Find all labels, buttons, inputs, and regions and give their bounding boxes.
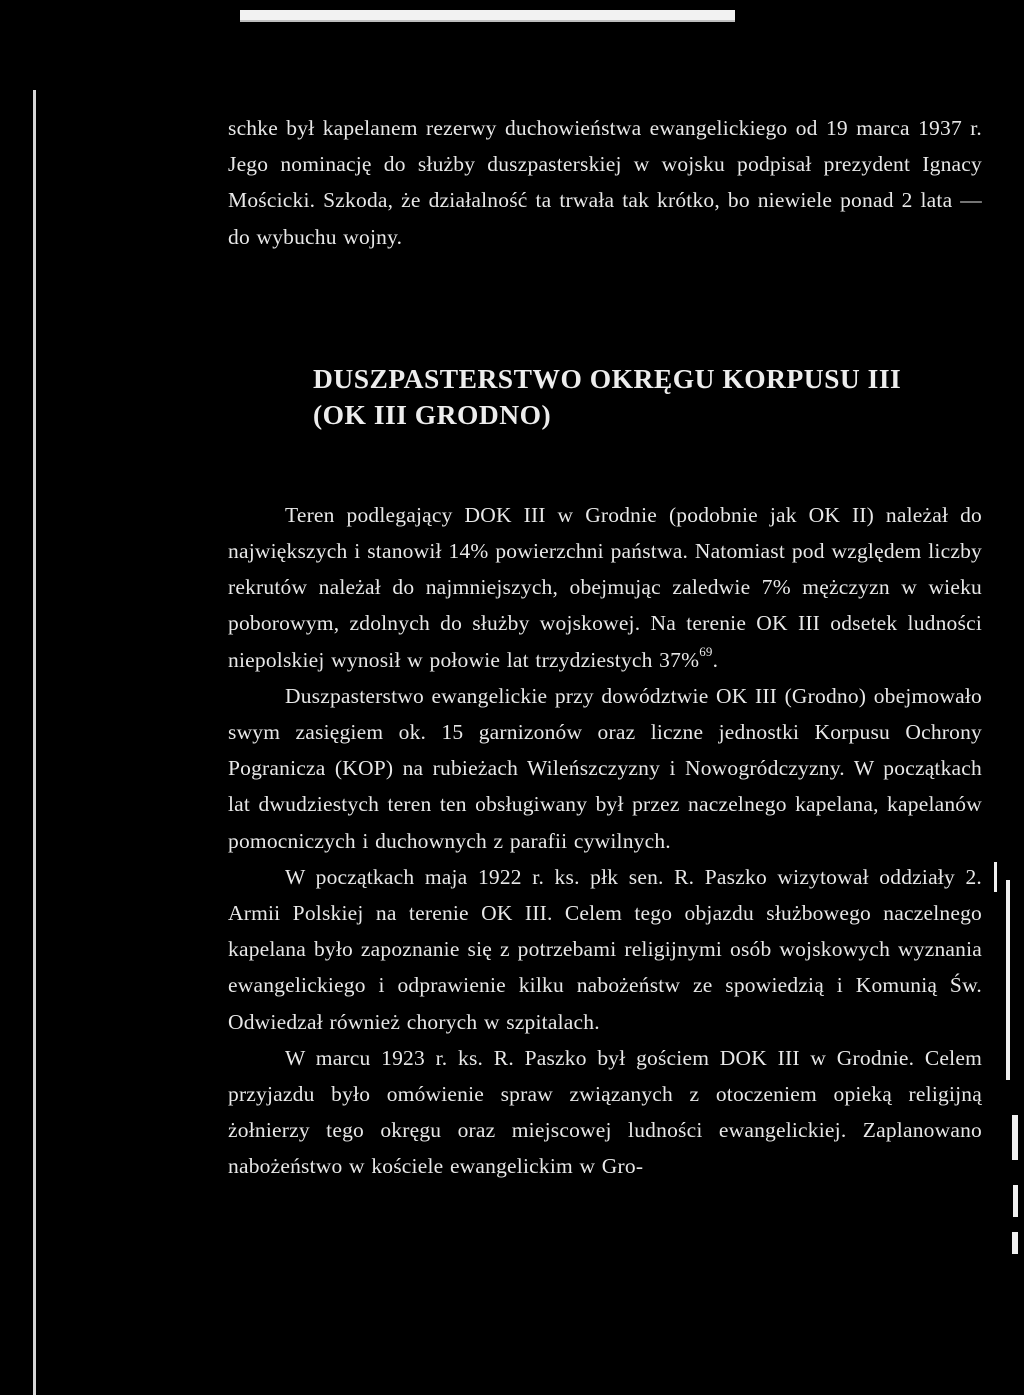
left-scan-edge — [33, 90, 36, 1395]
paragraph-visit-1923: W marcu 1923 r. ks. R. Paszko był gościem DOK III w Grodnie. Celem przyjazdu było omówienie spraw związanych z otoczeniem opieką religijną żołnierzy tego okręgu oraz miejscowej ludności ewangelickiej. Zaplanowano nabożeństwo w kościele ewangelickim w Gro- — [228, 1045, 982, 1179]
document-page — [228, 110, 982, 1185]
scan-mark — [1012, 1115, 1018, 1160]
paragraph-territory-text: Teren podlegający DOK III w Grodnie (podobnie jak OK II) należał do największych i stanowił 14% powierzchni państwa. Natomiast pod względem liczby rekrutów należał do najmniejszych, obejmując zaledwie 7% mężczyzn w wieku poborowym, zdolnych do służby wojskowej. Na terenie OK III odsetek ludności niepolskiej wynosił w połowie lat trzydziestych 37% — [228, 502, 982, 672]
paragraph-visit-1922: W początkach maja 1922 r. ks. płk sen. R. Paszko wizytował oddziały 2. Armii Polskiej na terenie OK III. Celem tego objazdu służbowego naczelnego kapelana było zapoznanie się z potrzebami religijnymi osób wojskowych wyznania ewangelickiego i odprawienie kilku nabożeństw ze spowiedzią i Komunią Św. Odwiedzał również chorych w szpitalach. — [228, 864, 982, 1034]
opening-paragraph: schke był kapelanem rezerwy duchowieństwa ewangelickiego od 19 marca 1937 r. Jego nominację do służby duszpasterskiej w wojsku podpisał prezydent Ignacy Mościcki. Szkoda, że działalność ta trwała tak krótko, bo niewiele ponad 2 lata — do wybuchu wojny. — [228, 116, 982, 249]
paragraph-territory — [228, 497, 982, 678]
section-heading-line-2: (OK III GRODNO) — [313, 398, 552, 430]
scan-mark — [1013, 1185, 1018, 1217]
footnote-reference[interactable]: 69 — [699, 644, 713, 660]
scan-mark — [994, 862, 997, 892]
scan-mark — [1006, 880, 1010, 1080]
top-scan-rule — [240, 10, 735, 22]
scan-mark — [1012, 1232, 1018, 1254]
paragraph-territory-end: . — [712, 647, 719, 672]
section-heading — [313, 361, 982, 433]
paragraph-ministry: Duszpasterstwo ewangelickie przy dowództwie OK III (Grodno) obejmowało swym zasięgiem ok. 15 garnizonów oraz liczne jednostki Korpusu Ochrony Pogranicza (KOP) na rubieżach Wileńszczyzny i Nowogródczyzny. W początkach lat dwudziestych teren ten obsługiwany był przez naczelnego kapelana, kapelanów pomocniczych i duchownych z parafii cywilnych. — [228, 683, 982, 853]
right-scan-edge — [984, 0, 1024, 1395]
section-heading-line-1: DUSZPASTERSTWO OKRĘGU KORPUSU III — [313, 362, 902, 394]
